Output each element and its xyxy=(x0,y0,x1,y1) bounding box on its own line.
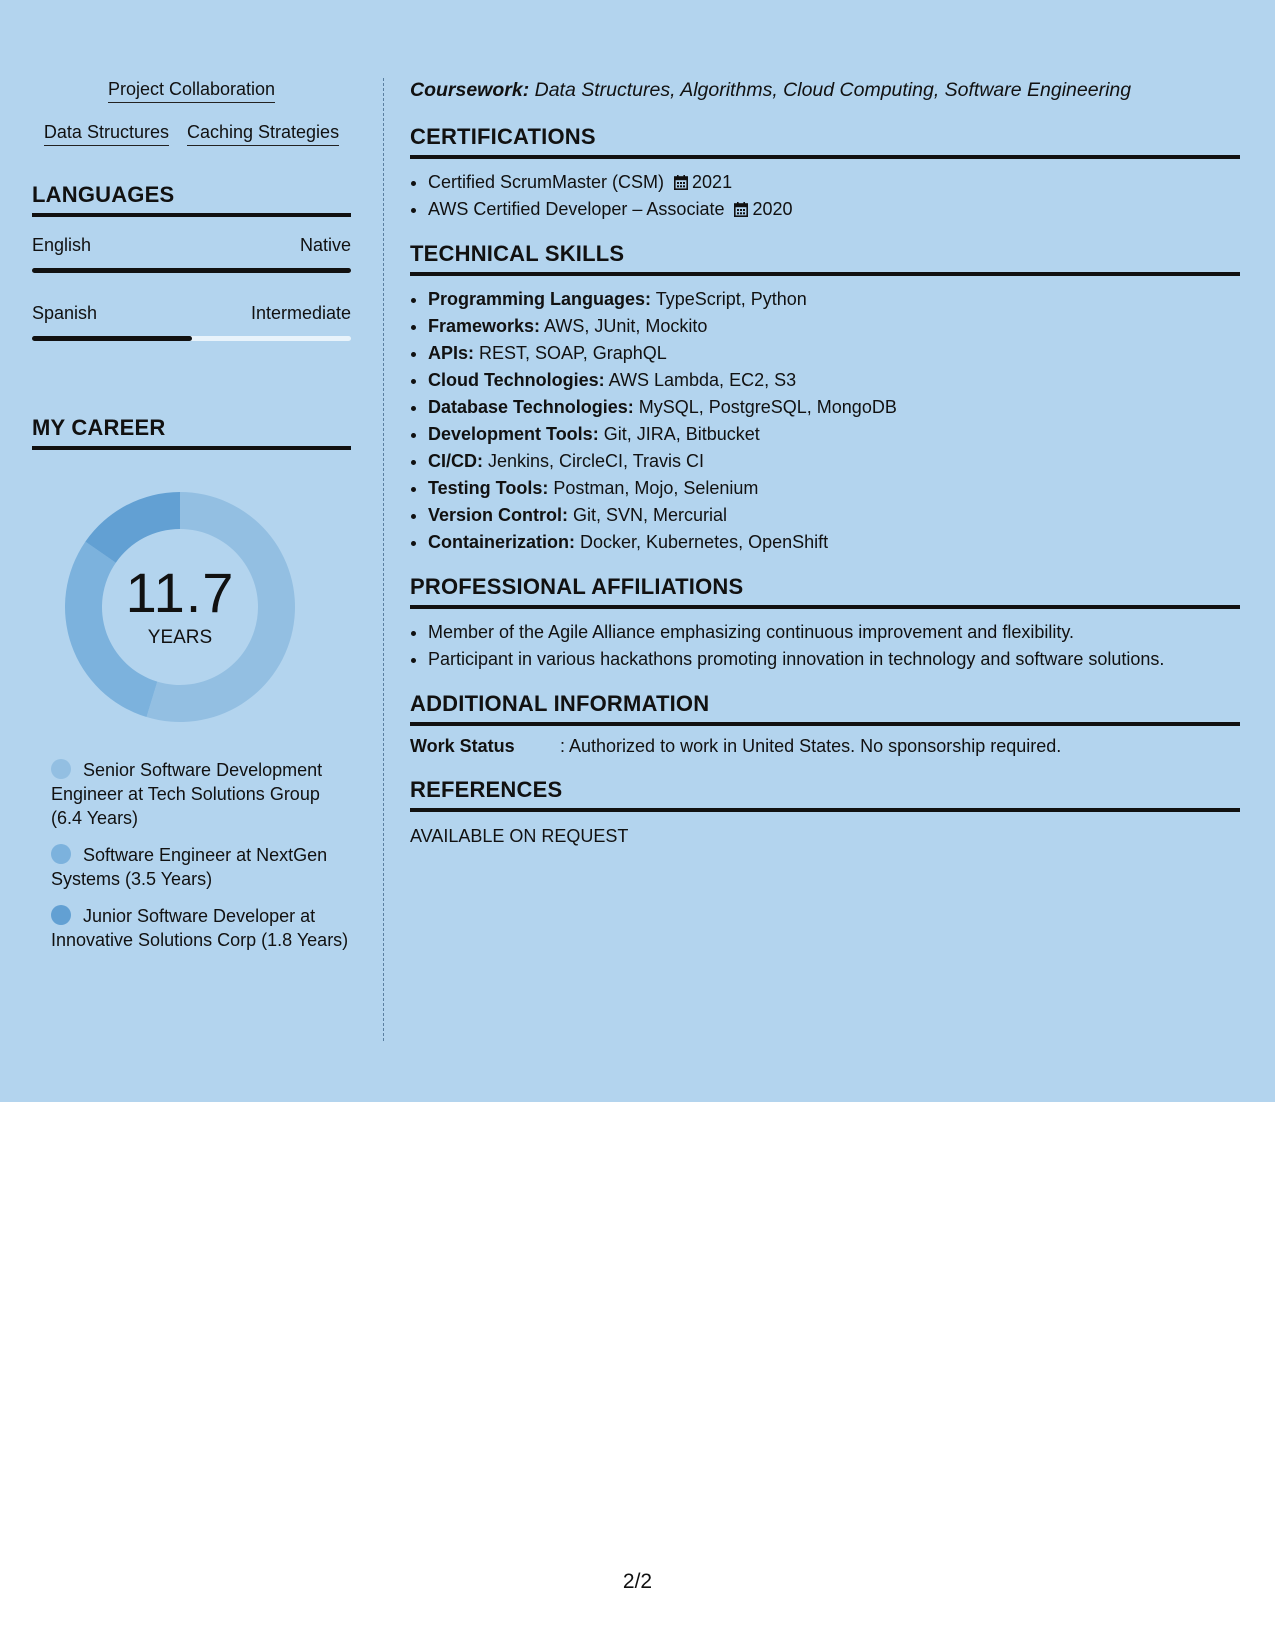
skill-item xyxy=(428,502,1240,529)
language-level: Intermediate xyxy=(250,303,351,323)
legend-label: Senior Software Development Engineer at Tech Solutions Group (6.4 Years) xyxy=(51,760,323,828)
calendar-icon xyxy=(674,171,688,186)
skill-values: MySQL, PostgreSQL, MongoDB xyxy=(633,397,897,417)
skill-category: APIs: xyxy=(428,343,475,363)
certification-year: 2021 xyxy=(692,172,733,192)
career-legend-item xyxy=(51,843,351,891)
skill-values: Docker, Kubernetes, OpenShift xyxy=(575,532,829,552)
languages-title: LANGUAGES xyxy=(32,182,351,217)
legend-label: Junior Software Developer at Innovative Solutions Corp (1.8 Years) xyxy=(51,906,349,950)
legend-dot xyxy=(51,844,71,864)
career-legend xyxy=(51,758,351,952)
affiliation-item: • Member of the Agile Alliance emphasizing continuous improvement and flexibility. xyxy=(428,619,1240,646)
skill-category: Development Tools: xyxy=(428,424,599,444)
skill-item xyxy=(428,394,1240,421)
career-donut xyxy=(65,492,295,722)
page-number: 2/2 xyxy=(622,1570,653,1593)
skill-item xyxy=(428,367,1240,394)
certification-name: AWS Certified Developer – Associate xyxy=(428,199,725,219)
language-item xyxy=(32,303,351,341)
coursework-label: Coursework: xyxy=(410,79,530,101)
skill-item xyxy=(428,529,1240,556)
certifications-title: CERTIFICATIONS xyxy=(410,124,1240,159)
skill-tags xyxy=(32,78,351,146)
career-title: MY CAREER xyxy=(32,415,351,450)
skill-tags-row xyxy=(32,78,351,103)
language-proficiency-fill xyxy=(32,336,192,341)
skill-values: Jenkins, CircleCI, Travis CI xyxy=(483,451,705,471)
skill-values: AWS Lambda, EC2, S3 xyxy=(604,370,797,390)
legend-label: Software Engineer at NextGen Systems (3.5 Years) xyxy=(51,845,328,889)
certification-item xyxy=(428,196,1240,223)
technical-skills-list xyxy=(410,286,1240,556)
language-row xyxy=(32,235,351,256)
legend-dot xyxy=(51,759,71,779)
language-item xyxy=(32,235,351,273)
skill-item xyxy=(428,313,1240,340)
skill-category: Version Control: xyxy=(428,505,569,525)
additional-info-title: ADDITIONAL INFORMATION xyxy=(410,691,1240,726)
skill-category: Database Technologies: xyxy=(428,397,634,417)
skill-values: Postman, Mojo, Selenium xyxy=(548,478,759,498)
skill-category: Cloud Technologies: xyxy=(428,370,605,390)
work-status-value: : Authorized to work in United States. No sponsorship required. xyxy=(560,736,1062,756)
skill-values: TypeScript, Python xyxy=(651,289,807,309)
references-title: REFERENCES xyxy=(410,777,1240,812)
technical-skills-title: TECHNICAL SKILLS xyxy=(410,241,1240,276)
language-row xyxy=(32,303,351,324)
references-text: AVAILABLE ON REQUEST xyxy=(410,826,629,846)
skill-item xyxy=(428,340,1240,367)
career-total-years: 11.7 xyxy=(125,561,235,624)
skill-tags-row xyxy=(32,121,351,146)
language-proficiency-bar xyxy=(32,268,351,273)
donut-center xyxy=(65,492,295,722)
coursework xyxy=(410,78,1240,102)
career-years-unit: YEARS xyxy=(147,627,213,648)
skill-item xyxy=(428,286,1240,313)
language-name: English xyxy=(32,235,92,255)
language-proficiency-bar xyxy=(32,336,351,341)
work-status-row xyxy=(410,736,1240,757)
skill-values: Git, JIRA, Bitbucket xyxy=(598,424,760,444)
skill-category: Testing Tools: xyxy=(428,478,549,498)
affiliations-list xyxy=(410,619,1240,673)
skill-category: Frameworks: xyxy=(428,316,541,336)
skill-category: Containerization: xyxy=(428,532,575,552)
skill-tag: Project Collaboration xyxy=(108,78,275,103)
skill-item xyxy=(428,475,1240,502)
skill-category: CI/CD: xyxy=(428,451,483,471)
skill-values: Git, SVN, Mercurial xyxy=(568,505,728,525)
skill-category: Programming Languages: xyxy=(428,289,652,309)
certification-name: Certified ScrumMaster (CSM) xyxy=(428,172,665,192)
career-section xyxy=(32,415,351,952)
certification-year: 2020 xyxy=(752,199,793,219)
affiliation-item: • Participant in various hackathons promoting innovation in technology and software solutions. xyxy=(428,646,1240,673)
coursework-text: Data Structures, Algorithms, Cloud Computing, Software Engineering xyxy=(529,79,1132,101)
left-column xyxy=(32,78,351,965)
language-proficiency-fill xyxy=(32,268,351,273)
skill-values: REST, SOAP, GraphQL xyxy=(474,343,667,363)
work-status-label: Work Status xyxy=(410,736,515,756)
language-name: Spanish xyxy=(32,303,98,323)
skill-item xyxy=(428,448,1240,475)
calendar-icon xyxy=(734,198,748,213)
certifications-list xyxy=(410,169,1240,223)
career-legend-item xyxy=(51,758,351,830)
right-column xyxy=(410,78,1240,847)
column-divider xyxy=(383,78,384,1041)
legend-dot xyxy=(51,905,71,925)
skill-values: AWS, JUnit, Mockito xyxy=(540,316,708,336)
language-level: Native xyxy=(299,235,351,255)
skill-tag: Data Structures xyxy=(44,121,169,146)
skill-tag: Caching Strategies xyxy=(187,121,339,146)
skill-item xyxy=(428,421,1240,448)
languages-section xyxy=(32,182,351,341)
affiliations-title: PROFESSIONAL AFFILIATIONS xyxy=(410,574,1240,609)
certification-item xyxy=(428,169,1240,196)
career-legend-item xyxy=(51,904,351,952)
